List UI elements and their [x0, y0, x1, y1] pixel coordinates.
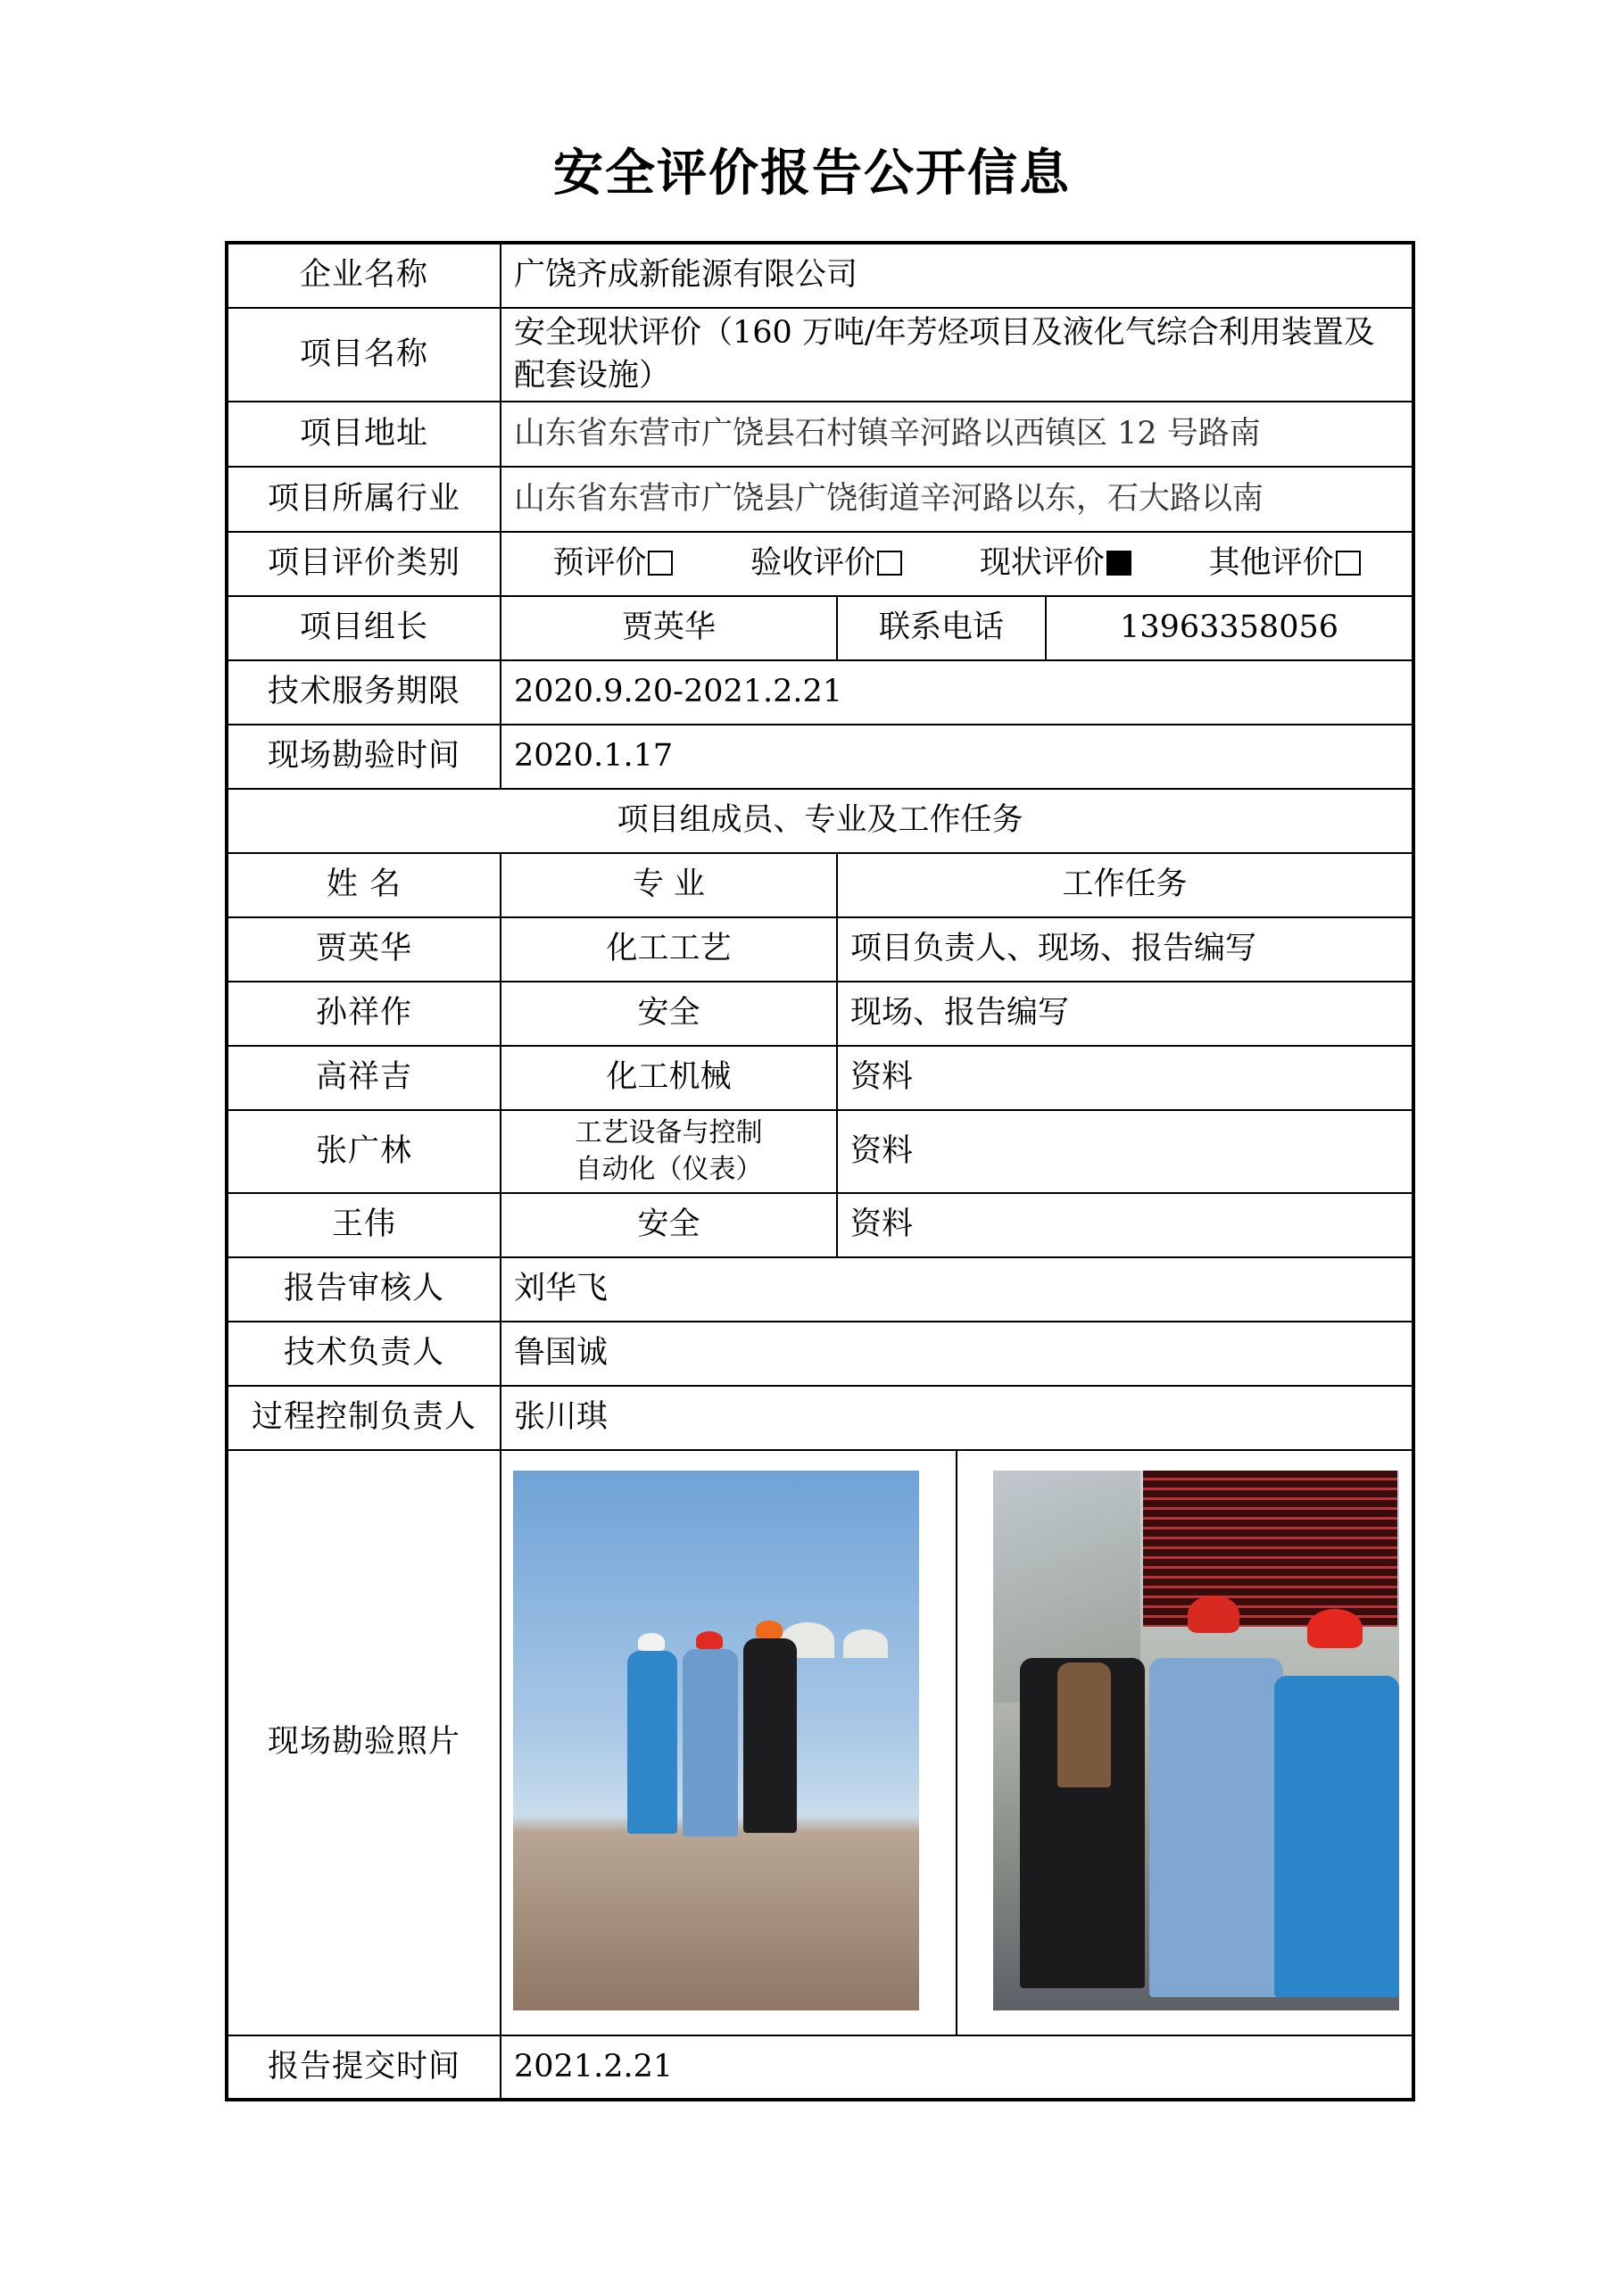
- row-reviewer: [227, 1257, 1413, 1322]
- photos-label: 现场勘验照片: [227, 1450, 501, 2035]
- eval-category-options: [501, 532, 1413, 596]
- industry-value: 山东省东营市广饶县广饶街道辛河路以东，石大路以南: [501, 467, 1413, 532]
- member-name: 王伟: [227, 1193, 501, 1257]
- photo-frame-left: [501, 1451, 956, 2035]
- member-row: [227, 1193, 1413, 1257]
- members-header-major: 专 业: [501, 853, 837, 917]
- option-acceptance-eval-label: 验收评价: [750, 545, 876, 582]
- checkbox-other-eval: [1336, 551, 1361, 576]
- project-address-value: 山东省东营市广饶县石村镇辛河路以西镇区 12 号路南: [501, 402, 1413, 467]
- row-survey-time: [227, 725, 1413, 789]
- row-project-address: [227, 402, 1413, 467]
- leader-label: 项目组长: [227, 596, 501, 660]
- member-task: 现场、报告编写: [837, 982, 1413, 1046]
- service-period-label: 技术服务期限: [227, 660, 501, 725]
- eval-category-label: 项目评价类别: [227, 532, 501, 596]
- submit-time-label: 报告提交时间: [227, 2035, 501, 2100]
- option-other-eval-label: 其他评价: [1208, 545, 1334, 582]
- member-major: 化工机械: [501, 1046, 837, 1110]
- row-tech-lead: [227, 1322, 1413, 1386]
- option-pre-eval: [552, 543, 673, 584]
- page-title: 安全评价报告公开信息: [553, 144, 1071, 203]
- survey-time-label: 现场勘验时间: [227, 725, 501, 789]
- service-period-value: 2020.9.20-2021.2.21: [501, 660, 1413, 725]
- row-members-header: [227, 853, 1413, 917]
- member-name: 张广林: [227, 1110, 501, 1193]
- project-address-label: 项目地址: [227, 402, 501, 467]
- industry-label: 项目所属行业: [227, 467, 501, 532]
- leader-value: 贾英华: [501, 596, 837, 660]
- member-name: 高祥吉: [227, 1046, 501, 1110]
- survey-time-value: 2020.1.17: [501, 725, 1413, 789]
- option-status-eval-label: 现状评价: [979, 545, 1105, 582]
- member-task: 资料: [837, 1110, 1413, 1193]
- members-header-task: 工作任务: [837, 853, 1413, 917]
- row-eval-category: [227, 532, 1413, 596]
- submit-time-value: 2021.2.21: [501, 2035, 1413, 2100]
- row-project-name: [227, 308, 1413, 402]
- member-name: 贾英华: [227, 917, 501, 982]
- row-industry: [227, 467, 1413, 532]
- site-survey-photo-1: [513, 1471, 919, 2010]
- member-major-line: 工艺设备与控制: [575, 1117, 763, 1148]
- members-header-name: 姓 名: [227, 853, 501, 917]
- checkbox-pre-eval: [648, 551, 673, 576]
- member-major-line: 自动化（仪表）: [575, 1153, 763, 1185]
- member-task: 项目负责人、现场、报告编写: [837, 917, 1413, 982]
- project-name-label: 项目名称: [227, 308, 501, 402]
- row-members-heading: [227, 789, 1413, 853]
- member-row: [227, 1110, 1413, 1193]
- row-process-lead: [227, 1386, 1413, 1450]
- member-major: 化工工艺: [501, 917, 837, 982]
- row-service-period: [227, 660, 1413, 725]
- reviewer-label: 报告审核人: [227, 1257, 501, 1322]
- checkbox-status-eval: [1106, 551, 1131, 576]
- option-pre-eval-label: 预评价: [552, 545, 647, 582]
- row-submit-time: [227, 2035, 1413, 2100]
- row-photos: [227, 1450, 1413, 2035]
- member-major: [501, 1110, 837, 1193]
- process-lead-value: 张川琪: [501, 1386, 1413, 1450]
- checkbox-acceptance-eval: [877, 551, 902, 576]
- members-heading: 项目组成员、专业及工作任务: [227, 789, 1413, 853]
- phone-label: 联系电话: [837, 596, 1046, 660]
- tech-lead-label: 技术负责人: [227, 1322, 501, 1386]
- option-acceptance-eval: [750, 543, 902, 584]
- row-company: [227, 243, 1413, 308]
- option-status-eval: [980, 543, 1131, 584]
- process-lead-label: 过程控制负责人: [227, 1386, 501, 1450]
- member-task: 资料: [837, 1193, 1413, 1257]
- project-name-value: 安全现状评价（160 万吨/年芳烃项目及液化气综合利用装置及配套设施）: [501, 308, 1413, 402]
- member-row: [227, 982, 1413, 1046]
- phone-value: 13963358056: [1046, 596, 1413, 660]
- report-info-table: [225, 241, 1415, 2101]
- photo-frame-right: [956, 1451, 1412, 2035]
- member-row: [227, 1046, 1413, 1110]
- photos-cell: [501, 1450, 1413, 2035]
- row-leader: [227, 596, 1413, 660]
- member-major: 安全: [501, 1193, 837, 1257]
- company-label: 企业名称: [227, 243, 501, 308]
- tech-lead-value: 鲁国诚: [501, 1322, 1413, 1386]
- option-other-eval: [1209, 543, 1361, 584]
- member-name: 孙祥作: [227, 982, 501, 1046]
- company-value: 广饶齐成新能源有限公司: [501, 243, 1413, 308]
- member-row: [227, 917, 1413, 982]
- reviewer-value: 刘华飞: [501, 1257, 1413, 1322]
- site-survey-photo-2: [993, 1471, 1399, 2010]
- member-task: 资料: [837, 1046, 1413, 1110]
- member-major: 安全: [501, 982, 837, 1046]
